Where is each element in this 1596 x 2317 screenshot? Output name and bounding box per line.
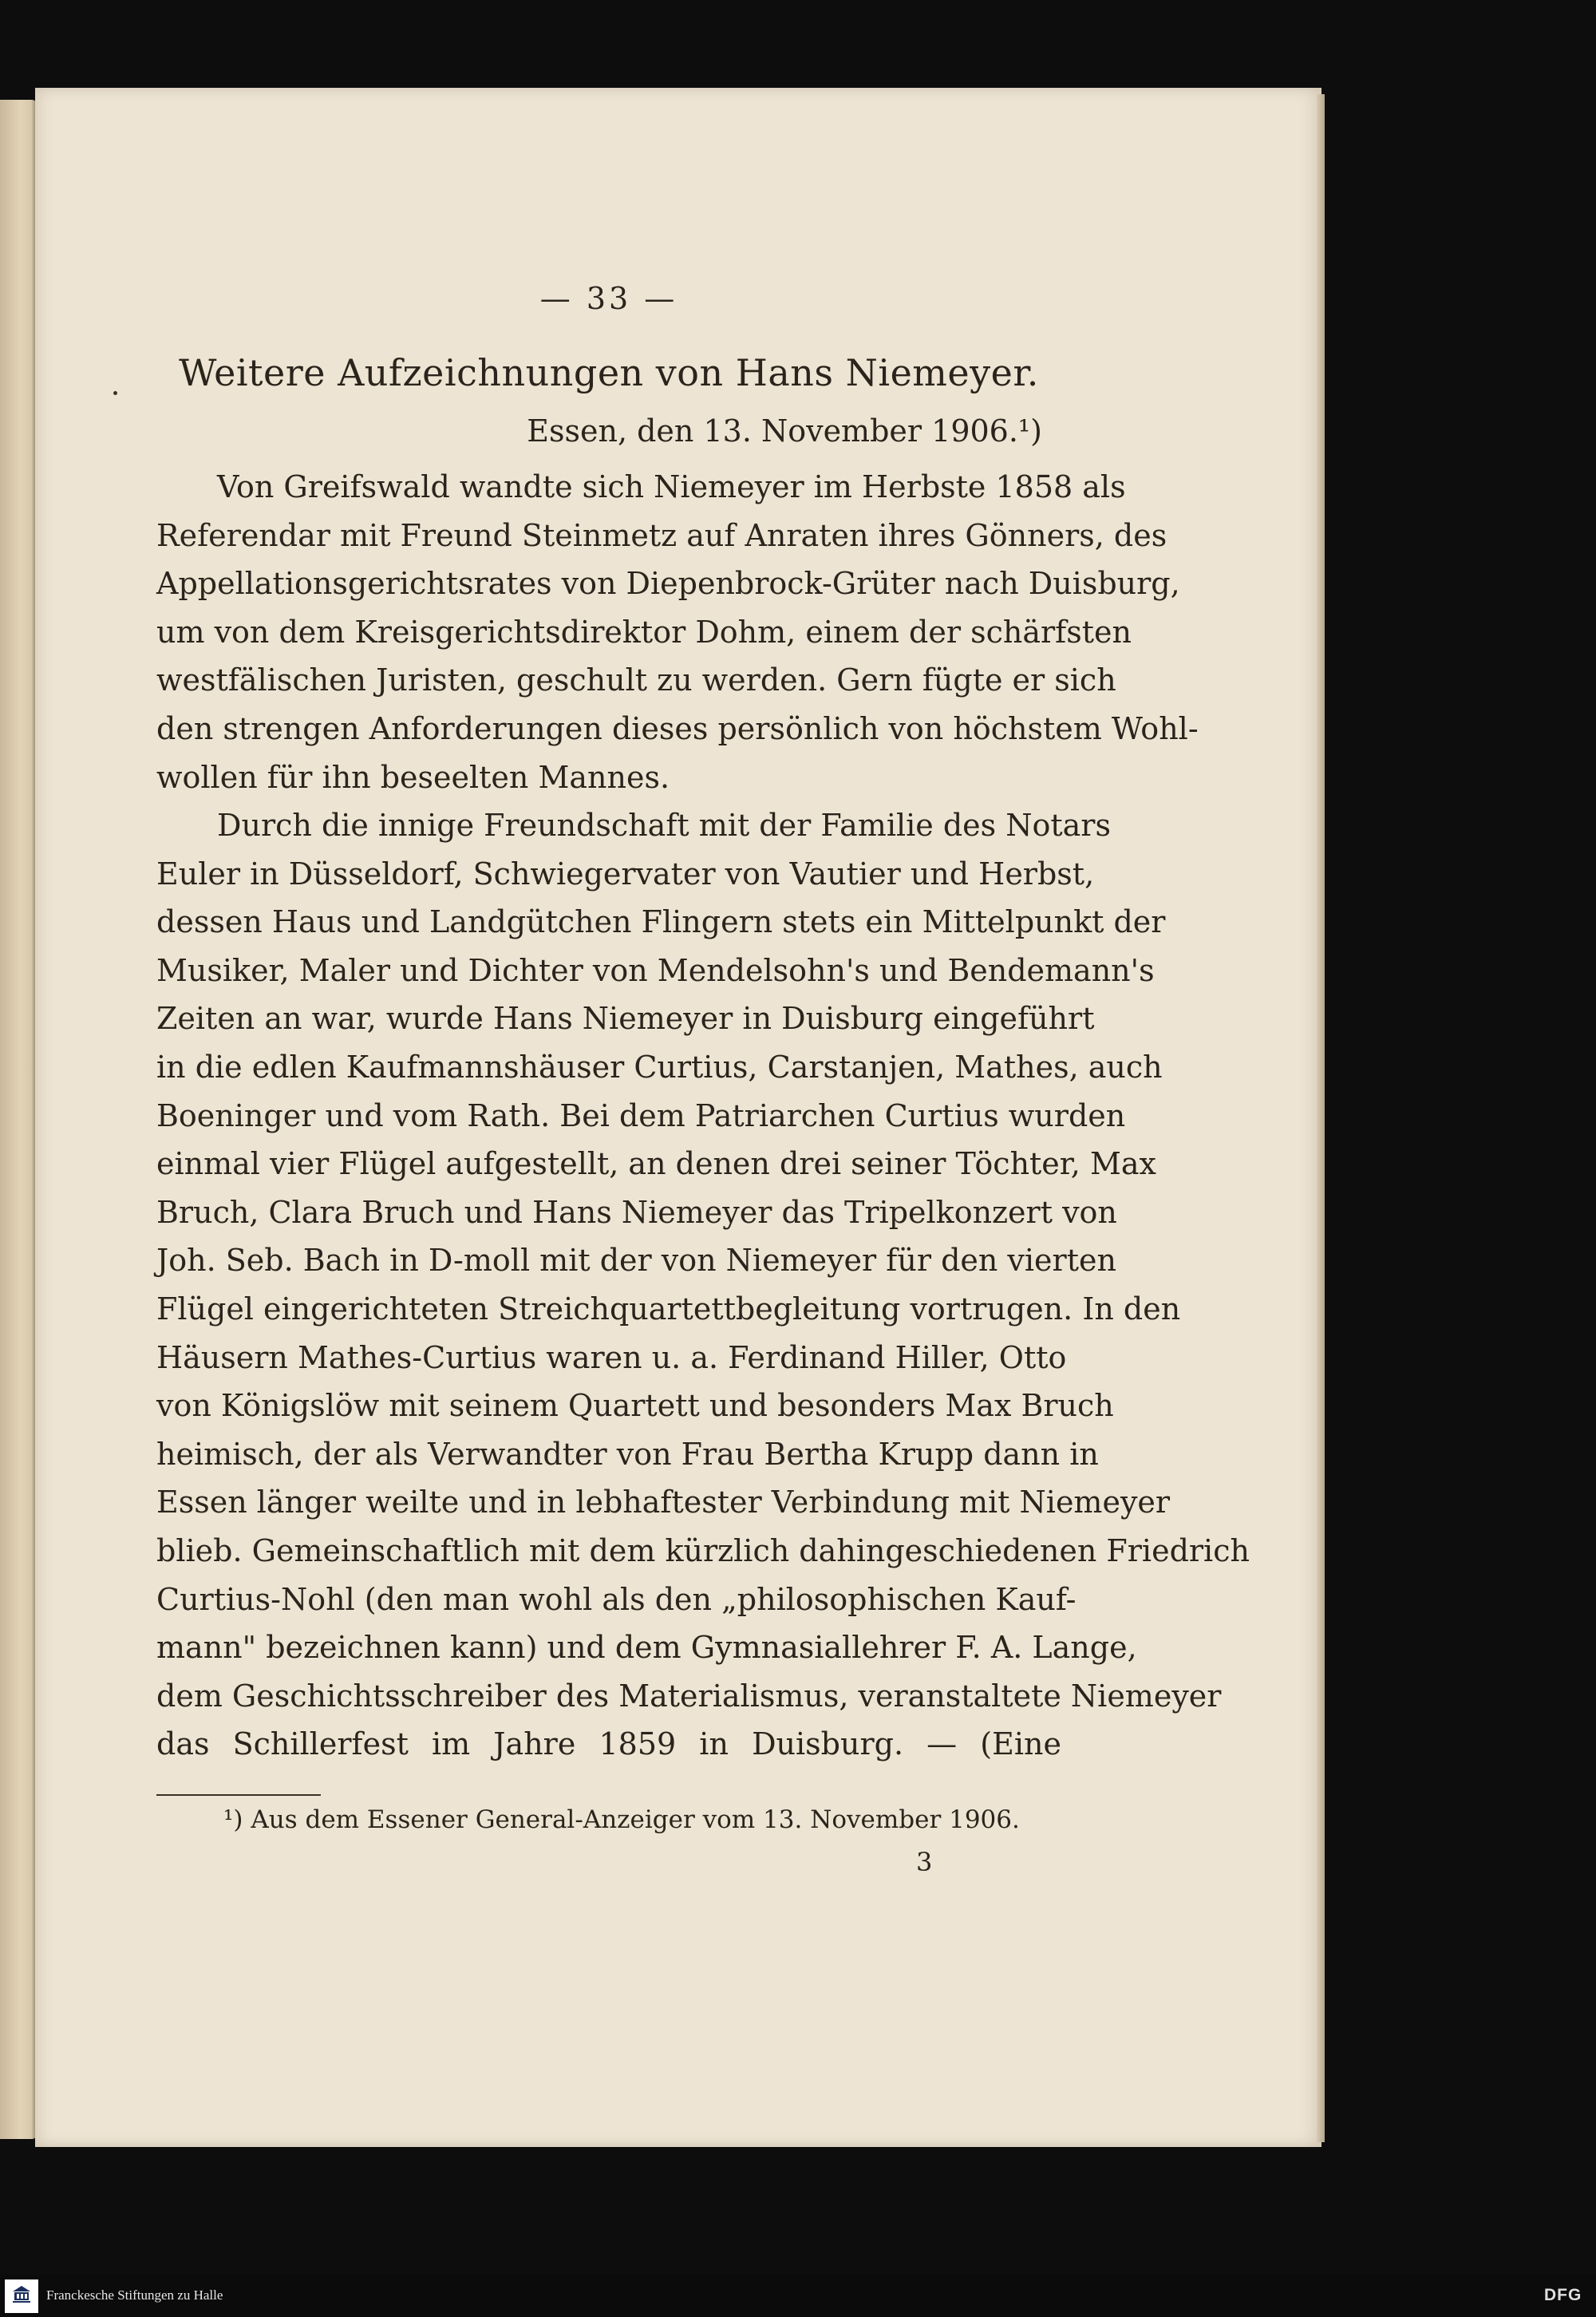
text-line: Appellationsgerichtsrates von Diepenbrock-Grüter nach Duisburg, [156,566,1180,602]
text-line: dem Geschichtsschreiber des Materialismus, veranstaltete Niemeyer [156,1678,1222,1714]
text-line: einmal vier Flügel aufgestellt, an denen drei seiner Töchter, Max [156,1146,1156,1182]
text-line: mann" bezeichnen kann) und dem Gymnasiallehrer F. A. Lange, [156,1630,1137,1666]
dfg-logo: DFG [1544,2286,1582,2304]
dateline: Essen, den 13. November 1906.¹) [527,413,1042,449]
paragraph-2 [156,801,1250,1769]
viewer-footer-bar [0,2275,1596,2317]
text-line: Durch die innige Freundschaft mit der Familie des Notars [217,808,1111,843]
page-right-edge [1317,94,1325,2142]
section-heading: Weitere Aufzeichnungen von Hans Niemeyer. [179,351,1039,394]
text-line: das Schillerfest im Jahre 1859 in Duisburg. — (Eine [156,1726,1061,1762]
text-line: Euler in Düsseldorf, Schwiegervater von Vautier und Herbst, [156,856,1095,892]
text-line: um von dem Kreisgerichtsdirektor Dohm, einem der schärfsten [156,614,1132,650]
institution-logo-icon [5,2279,38,2313]
text-line: Zeiten an war, wurde Hans Niemeyer in Duisburg eingeführt [156,1001,1095,1037]
institution-name[interactable]: Franckesche Stiftungen zu Halle [46,2287,223,2303]
text-line: westfälischen Juristen, geschult zu werden. Gern fügte er sich [156,662,1116,698]
text-line: Häusern Mathes-Curtius waren u. a. Ferdinand Hiller, Otto [156,1339,1067,1375]
footnote: ¹) Aus dem Essener General-Anzeiger vom 13. November 1906. [223,1805,1020,1834]
text-line: Musiker, Maler und Dichter von Mendelsohn's und Bendemann's [156,952,1155,988]
text-line: Joh. Seb. Bach in D-moll mit der von Niemeyer für den vierten [156,1243,1116,1279]
text-line: Referendar mit Freund Steinmetz auf Anraten ihres Gönners, des [156,517,1167,553]
text-line: Boeninger und vom Rath. Bei dem Patriarchen Curtius wurden [156,1097,1126,1133]
running-head-page-number: — 33 — [539,281,678,316]
text-line: den strengen Anforderungen dieses persönlich von höchstem Wohl- [156,710,1199,746]
signature-mark: 3 [916,1847,933,1877]
building-icon [10,2284,33,2303]
text-line: dessen Haus und Landgütchen Flingern stets ein Mittelpunkt der [156,904,1166,940]
text-line: Curtius-Nohl (den man wohl als den „philosophischen Kauf- [156,1581,1077,1617]
text-line: wollen für ihn beseelten Mannes. [156,759,670,795]
text-line: in die edlen Kaufmannshäuser Curtius, Carstanjen, Mathes, auch [156,1049,1163,1085]
left-page-edge [0,100,37,2139]
text-line: Bruch, Clara Bruch und Hans Niemeyer das Tripelkonzert von [156,1194,1117,1230]
margin-mark [113,391,117,395]
footnote-rule [156,1794,321,1796]
text-line: Von Greifswald wandte sich Niemeyer im Herbste 1858 als [217,469,1126,504]
text-line: von Königslöw mit seinem Quartett und besonders Max Bruch [156,1388,1114,1424]
text-line: heimisch, der als Verwandter von Frau Bertha Krupp dann in [156,1436,1099,1472]
text-line: Flügel eingerichteten Streichquartettbegleitung vortrugen. In den [156,1291,1181,1327]
text-line: Essen länger weilte und in lebhaftester Verbindung mit Niemeyer [156,1485,1171,1520]
paragraph-1 [156,463,1199,801]
text-line: blieb. Gemeinschaftlich mit dem kürzlich dahingeschiedenen Friedrich [156,1532,1250,1568]
